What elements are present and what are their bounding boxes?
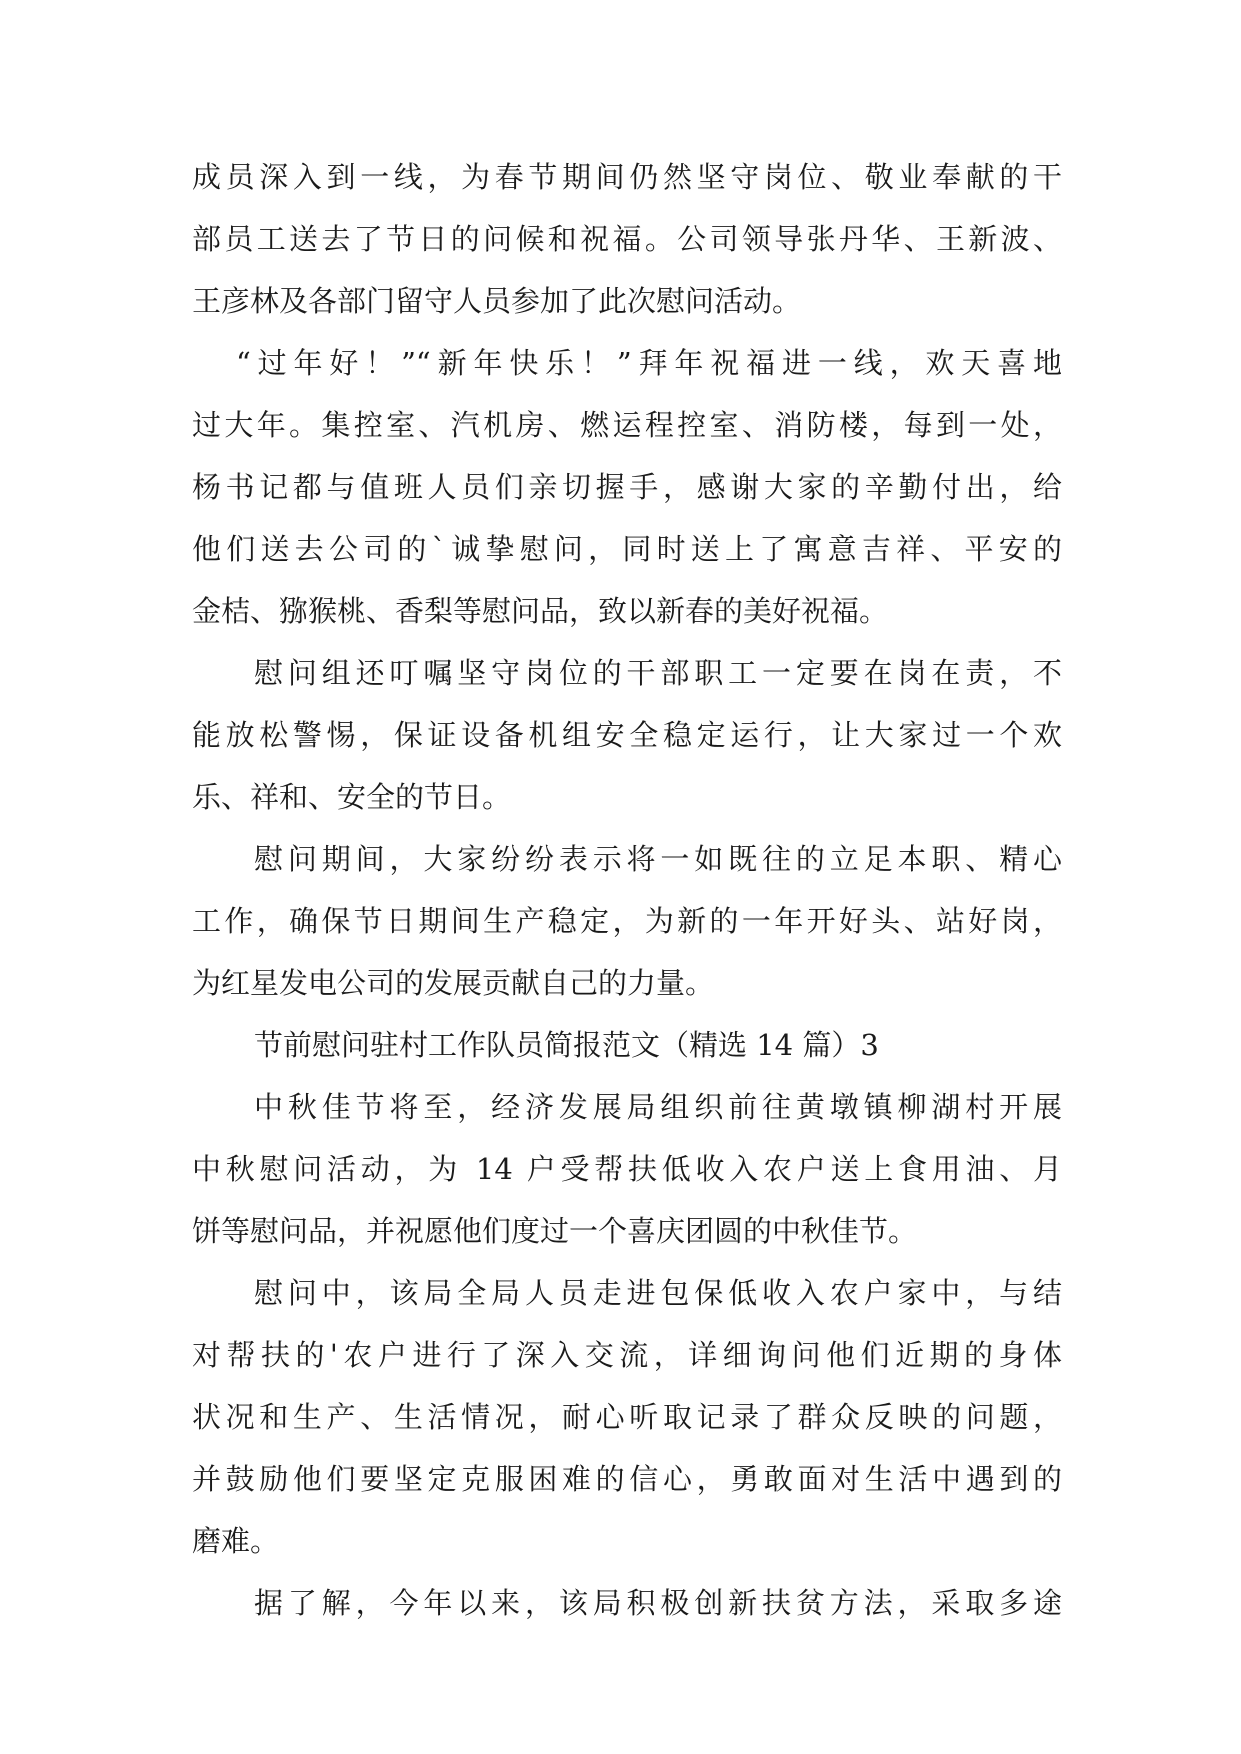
text-line: 慰问期间，大家纷纷表示将一如既往的立足本职、精心 [254, 842, 1062, 876]
text-line: 王彦林及各部门留守人员参加了此次慰问活动。 [192, 284, 802, 318]
text-line: 慰问中，该局全局人员走进包保低收入农户家中，与结 [254, 1276, 1062, 1310]
section-heading: 节前慰问驻村工作队员简报范文（精选 14 篇）3 [254, 1028, 879, 1062]
text-line: 饼等慰问品，并祝愿他们度过一个喜庆团圆的中秋佳节。 [192, 1214, 918, 1248]
text-line: 过大年。集控室、汽机房、燃运程控室、消防楼，每到一处， [192, 408, 1062, 442]
text-line: 能放松警惕，保证设备机组安全稳定运行，让大家过一个欢 [192, 718, 1062, 752]
text-line: 工作，确保节日期间生产稳定，为新的一年开好头、站好岗， [192, 904, 1062, 938]
text-line: “过年好！”“新年快乐！”拜年祝福进一线，欢天喜地 [236, 346, 1062, 380]
text-line: 对帮扶的'农户进行了深入交流，详细询问他们近期的身体 [192, 1338, 1062, 1372]
text-line: 杨书记都与值班人员们亲切握手，感谢大家的辛勤付出，给 [192, 470, 1062, 504]
text-line: 慰问组还叮嘱坚守岗位的干部职工一定要在岗在责，不 [254, 656, 1062, 690]
text-line: 成员深入到一线，为春节期间仍然坚守岗位、敬业奉献的干 [192, 160, 1062, 194]
text-line: 乐、祥和、安全的节日。 [192, 780, 512, 814]
text-line: 中秋佳节将至，经济发展局组织前往黄墩镇柳湖村开展 [254, 1090, 1062, 1124]
text-line: 金桔、猕猴桃、香梨等慰问品，致以新春的美好祝福。 [192, 594, 889, 628]
text-line: 为红星发电公司的发展贡献自己的力量。 [192, 966, 715, 1000]
text-line: 他们送去公司的`诚挚慰问，同时送上了寓意吉祥、平安的 [192, 532, 1062, 566]
text-line: 据了解，今年以来，该局积极创新扶贫方法，采取多途 [254, 1586, 1062, 1620]
text-line: 磨难。 [192, 1524, 280, 1558]
text-line: 中秋慰问活动，为 14 户受帮扶低收入农户送上食用油、月 [192, 1152, 1062, 1186]
text-line: 部员工送去了节日的问候和祝福。公司领导张丹华、王新波、 [192, 222, 1062, 256]
text-line: 并鼓励他们要坚定克服困难的信心，勇敢面对生活中遇到的 [192, 1462, 1062, 1496]
text-line: 状况和生产、生活情况，耐心听取记录了群众反映的问题， [192, 1400, 1062, 1434]
